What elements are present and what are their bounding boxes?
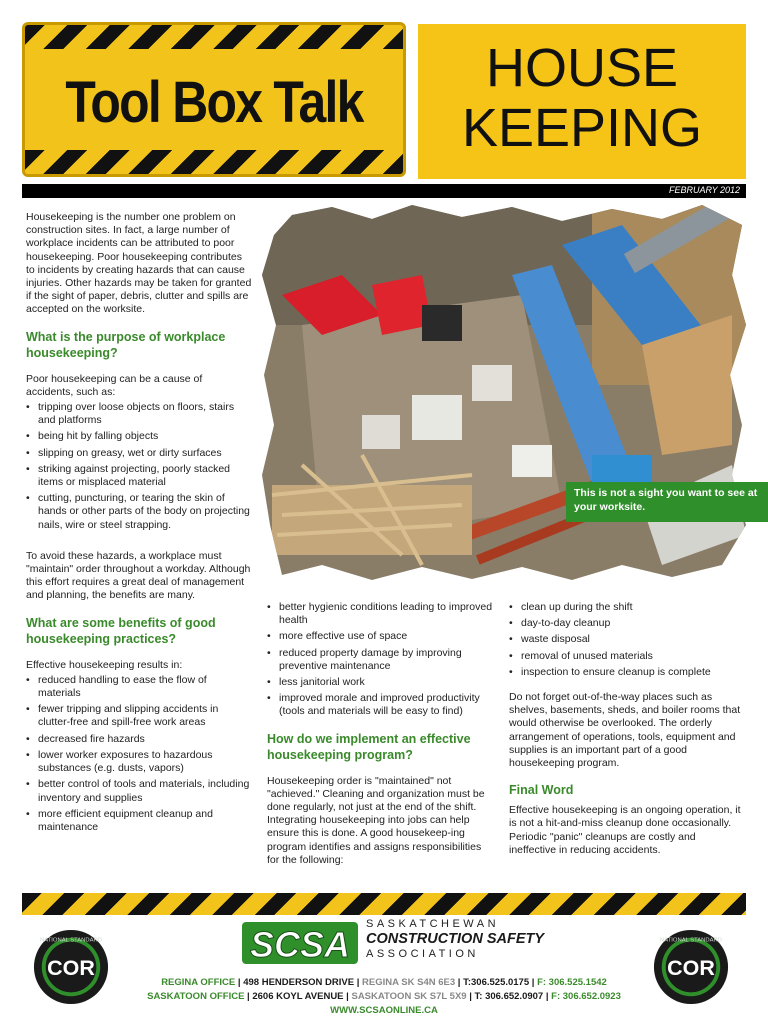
date-bar: [22, 184, 746, 198]
list-item: • being hit by falling objects: [26, 430, 252, 443]
benefits-list-continued: [267, 601, 495, 719]
assoc-line-1: SASKATCHEWAN: [366, 918, 500, 930]
worksite-debris-photo: [262, 205, 746, 580]
list-item: • better control of tools and materials, including inventory and supplies: [26, 778, 252, 804]
list-item: • cutting, puncturing, or tearing the skin of hands or other parts of the body on projecting nails, wire or steel strapping.: [26, 492, 252, 532]
tool-box-talk-banner: [22, 22, 406, 177]
avoid-paragraph: To avoid these hazards, a workplace must "maintain" order throughout a workday. Although this effort requires a great deal of management and planning, the benefits are many.: [26, 549, 251, 602]
list-item: • day-to-day cleanup: [509, 617, 741, 630]
tasks-list: [509, 601, 741, 679]
list-item: • more effective use of space: [267, 630, 495, 643]
benefits-list: [26, 674, 252, 834]
saskatoon-phone: T: 306.652.0907: [474, 991, 544, 1002]
implement-paragraph: Housekeeping order is "maintained" not "achieved." Cleaning and organization must be done regularly, not just at the end of the shift. Integrating housekeeping into jobs can help ensure this is done. A good housekeep-ing program identifies and assigns responsibilities for the following:: [267, 774, 485, 866]
list-item: • striking against projecting, poorly stacked items or misplaced material: [26, 463, 252, 489]
regina-fax: F: 306.525.1542: [537, 977, 607, 988]
benefits-lead: Effective housekeeping results in:: [26, 658, 183, 671]
banner-title: Tool Box Talk: [65, 70, 363, 135]
cor-badge-icon: [32, 928, 110, 1006]
list-item: • better hygienic conditions leading to improved health: [267, 601, 495, 627]
list-item: • improved morale and improved productivity (tools and materials will be easy to find): [267, 692, 495, 718]
column-1: [26, 211, 252, 846]
regina-phone: T:306.525.0175: [463, 977, 530, 988]
intro-paragraph: Housekeeping is the number one problem on construction sites. In fact, a large number of workplace incidents can be attributed to poor housekeeping. Poor housekeeping contributes to incidents by creating hazards that can cause injuries. Other hazards may be taken for granted if the sight of paper, debris, clutter and spills are accepted on the worksite.: [26, 211, 252, 316]
places-paragraph: Do not forget out-of-the-way places such as shelves, basements, sheds, and boiler rooms that would otherwise be overlooked. The orderly arrangement of operations, tools, equipment and supplies is an important part of a good housekeeping program.: [509, 691, 741, 770]
list-item: • decreased fire hazards: [26, 733, 252, 746]
saskatoon-office-line: SASKATOON OFFICE | 2606 KOYL AVENUE | SASKATOON SK S7L 5X9 | T: 306.652.0907 | F: 306.652.0923: [147, 991, 621, 1002]
regina-address: 498 HENDERSON DRIVE: [243, 977, 355, 988]
assoc-line-2: CONSTRUCTION SAFETY: [366, 931, 545, 947]
purpose-lead: Poor housekeeping can be a cause of accidents, such as:: [26, 372, 203, 398]
saskatoon-office-label: SASKATOON OFFICE: [147, 991, 245, 1002]
cor-ring-text: NATIONAL STANDARD: [40, 937, 102, 944]
office-contacts: [110, 976, 658, 1018]
list-item: • reduced property damage by improving preventive maintenance: [267, 647, 495, 673]
list-item: • tripping over loose objects on floors, stairs and platforms: [26, 401, 252, 427]
cor-badge-icon: [652, 928, 730, 1006]
saskatoon-address: 2606 KOYL AVENUE: [252, 991, 344, 1002]
list-item: • less janitorial work: [267, 676, 495, 689]
regina-office-line: REGINA OFFICE | 498 HENDERSON DRIVE | REGINA SK S4N 6E3 | T:306.525.0175 | F: 306.525.1542: [161, 977, 607, 988]
footer-hazard-stripe: [22, 893, 746, 915]
list-item: • slipping on greasy, wet or dirty surfaces: [26, 447, 252, 460]
cor-text: COR: [47, 955, 95, 980]
final-paragraph: Effective housekeeping is an ongoing operation, it is not a hit-and-miss cleanup done occasionally. Periodic "panic" cleanups are costly and ineffective in reducing accidents.: [509, 804, 741, 856]
hazard-stripe-top: [25, 25, 403, 49]
accidents-list: [26, 401, 252, 532]
list-item: • clean up during the shift: [509, 601, 741, 614]
hazard-stripe-bottom: [25, 150, 403, 174]
list-item: • more efficient equipment cleanup and maintenance: [26, 808, 252, 834]
issue-date: FEBRUARY 2012: [668, 185, 740, 195]
scsa-logo-text: SCSA: [249, 924, 351, 965]
saskatoon-fax: F: 306.652.0923: [551, 991, 621, 1002]
list-item: • waste disposal: [509, 633, 741, 646]
title-line-2: KEEPING: [461, 98, 703, 158]
assoc-line-3: ASSOCIATION: [366, 948, 479, 960]
photo-caption: This is not a sight you want to see at your worksite.: [566, 482, 768, 522]
debris-photo-illustration: [262, 205, 746, 580]
cor-text: COR: [667, 955, 715, 980]
cor-ring-text: NATIONAL STANDARD: [660, 937, 722, 944]
association-name: [366, 918, 566, 960]
column-2: [267, 601, 495, 879]
title-box: [418, 24, 746, 179]
heading-purpose: What is the purpose of workplace housekeeping?: [26, 329, 226, 360]
list-item: • inspection to ensure cleanup is complete: [509, 666, 741, 679]
saskatoon-city: SASKATOON SK S7L 5X9: [351, 991, 467, 1002]
scsa-logo: [240, 918, 360, 968]
website-url[interactable]: WWW.SCSAONLINE.CA: [330, 1005, 438, 1016]
heading-implement: How do we implement an effective housekeeping program?: [267, 731, 471, 762]
list-item: • lower worker exposures to hazardous substances (e.g. dusts, vapors): [26, 749, 252, 775]
regina-city: REGINA SK S4N 6E3: [362, 977, 456, 988]
title-line-1: HOUSE: [485, 38, 679, 98]
regina-office-label: REGINA OFFICE: [161, 977, 236, 988]
website-link[interactable]: [110, 1004, 658, 1018]
heading-final-word: Final Word: [509, 783, 574, 798]
list-item: • fewer tripping and slipping accidents in clutter-free and spill-free work areas: [26, 703, 252, 729]
list-item: • reduced handling to ease the flow of materials: [26, 674, 252, 700]
column-3: [509, 601, 741, 869]
heading-benefits: What are some benefits of good housekeeping practices?: [26, 615, 216, 646]
list-item: • removal of unused materials: [509, 650, 741, 663]
